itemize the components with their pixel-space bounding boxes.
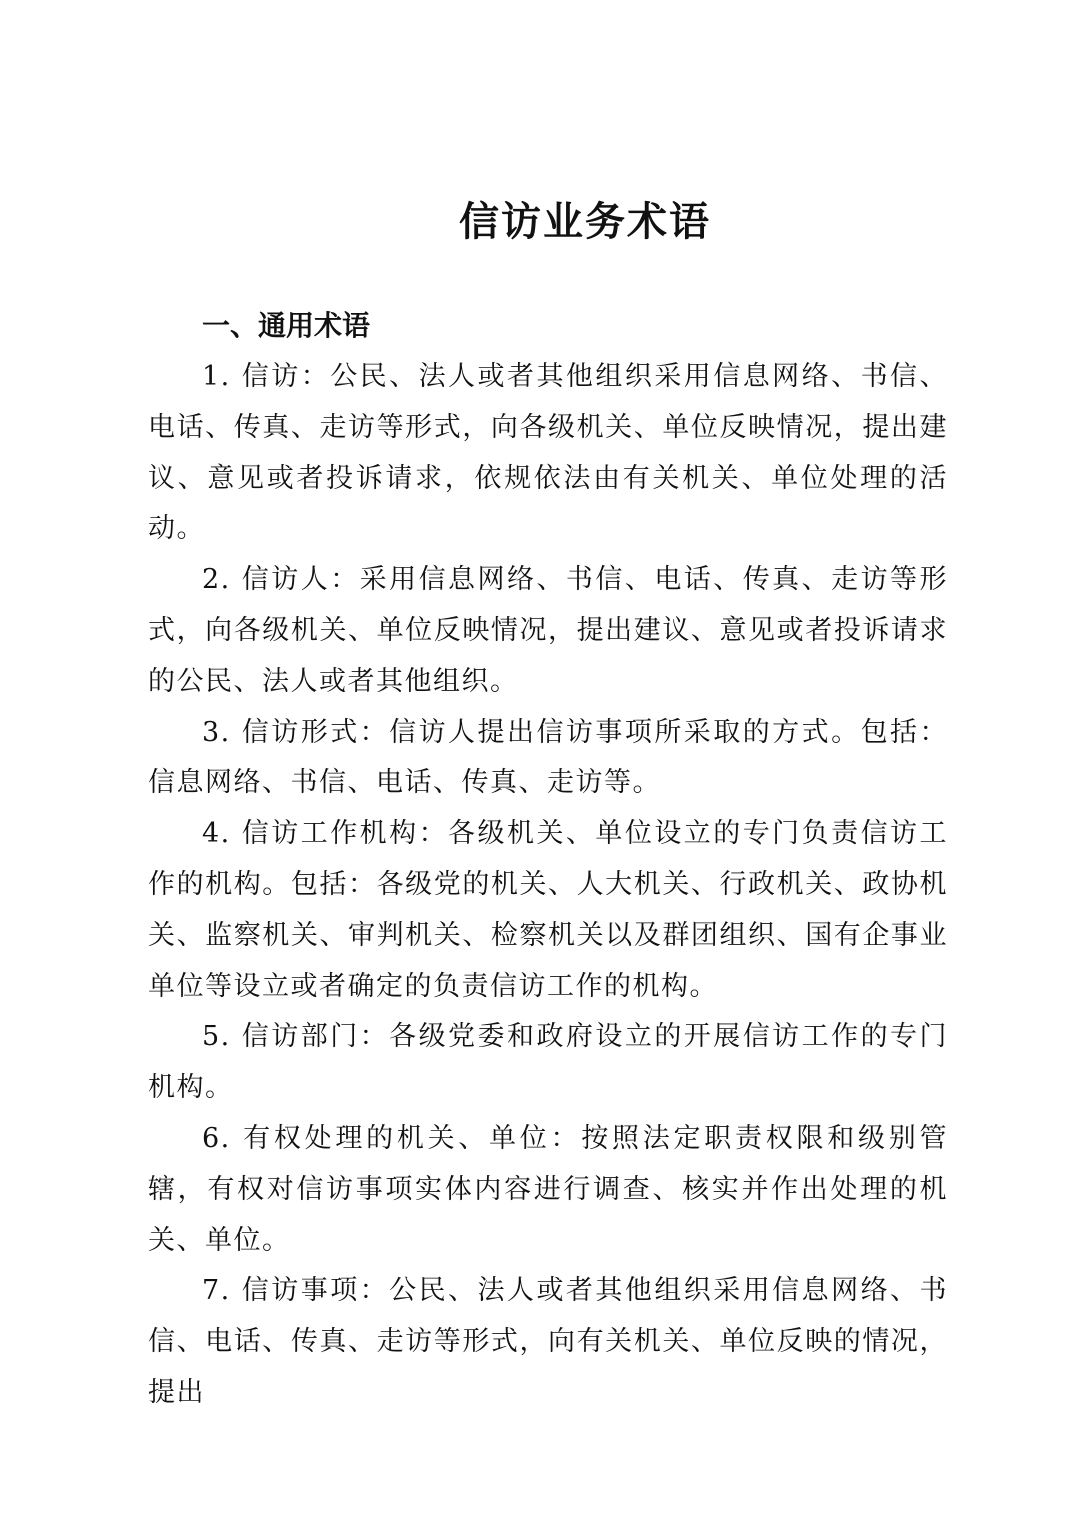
term-paragraph-1: 1. 信访：公民、法人或者其他组织采用信息网络、书信、电话、传真、走访等形式，向各级机关、单位反映情况，提出建议、意见或者投诉请求，依规依法由有关机关、单位处理的活动。 (148, 361, 948, 545)
document-title: 信访业务术语 (459, 198, 711, 245)
term-paragraph-2: 2. 信访人：采用信息网络、书信、电话、传真、走访等形式，向各级机关、单位反映情况，提出建议、意见或者投诉请求的公民、法人或者其他组织。 (148, 564, 948, 697)
term-paragraph-6: 6. 有权处理的机关、单位：按照法定职责权限和级别管辖，有权对信访事项实体内容进行调查、核实并作出处理的机关、单位。 (148, 1122, 948, 1256)
section-heading: 一、通用术语 (202, 309, 371, 342)
term-paragraph-7: 7. 信访事项：公民、法人或者其他组织采用信息网络、书信、电话、传真、走访等形式，向有关机关、单位反映的情况，提出 (148, 1275, 948, 1408)
term-paragraph-4: 4. 信访工作机构：各级机关、单位设立的专门负责信访工作的机构。包括：各级党的机关、人大机关、行政机关、政协机关、监察机关、审判机关、检察机关以及群团组织、国有企事业单位等设立或者确定的负责信访工作的机构。 (148, 818, 948, 1002)
document-body (148, 352, 948, 1419)
term-paragraph-5: 5. 信访部门：各级党委和政府设立的开展信访工作的专门机构。 (148, 1021, 948, 1104)
term-paragraph-3: 3. 信访形式：信访人提出信访事项所采取的方式。包括：信息网络、书信、电话、传真、走访等。 (148, 716, 948, 799)
